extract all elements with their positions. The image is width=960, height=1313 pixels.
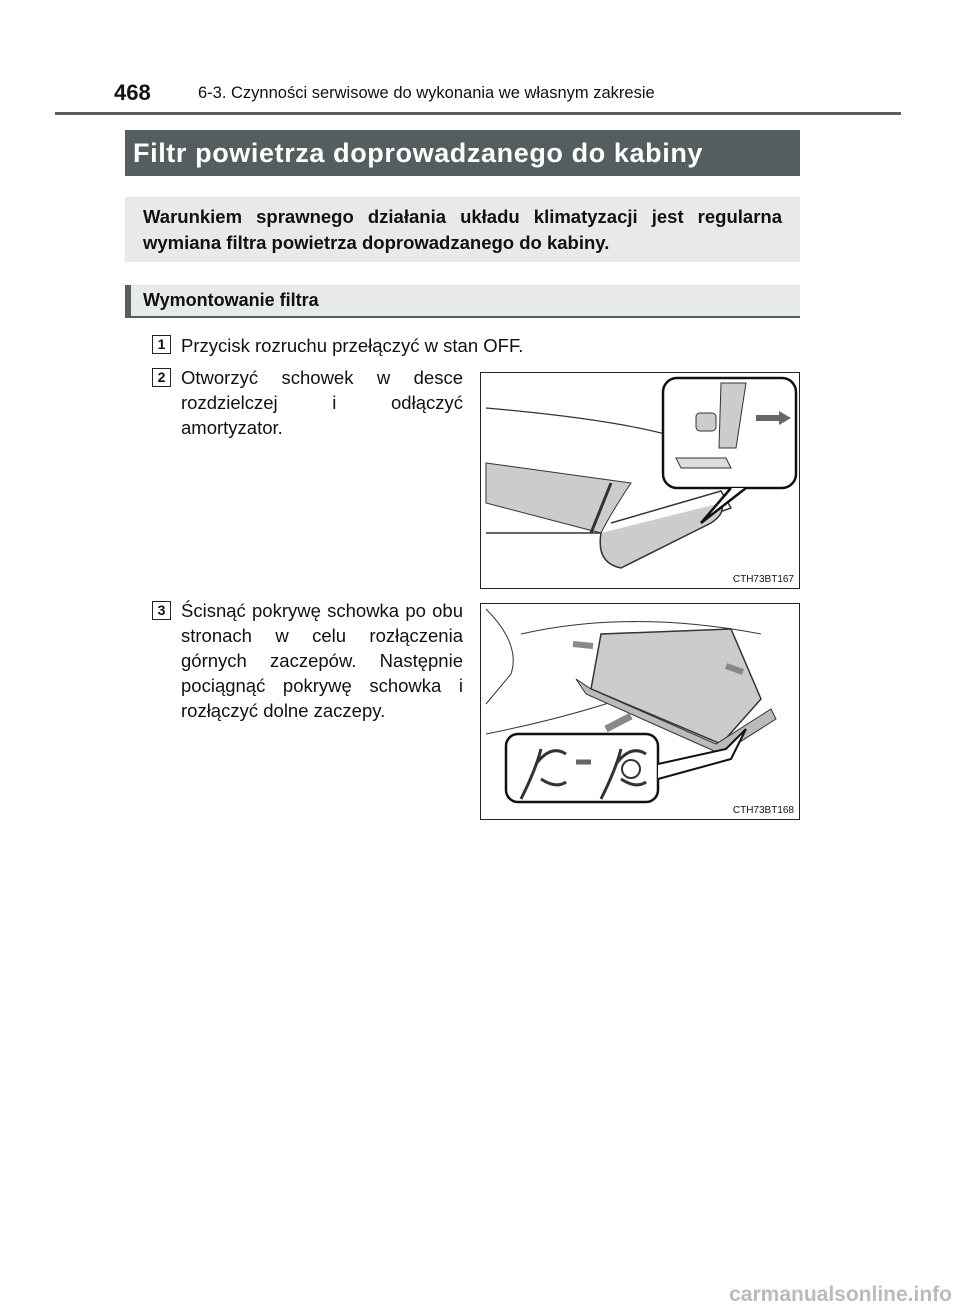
intro-box: Warunkiem sprawnego działania układu klimatyzacji jest regularna wymiana filtra powietrza doprowadzanego do kabiny. bbox=[125, 197, 800, 262]
figure-glovebox-removal bbox=[480, 603, 800, 820]
figure-code: CTH73BT167 bbox=[732, 574, 794, 585]
step-text: Przycisk rozruchu przełączyć w stan OFF. bbox=[181, 335, 524, 356]
running-header: 6-3. Czynności serwisowe do wykonania we własnym zakresie bbox=[198, 84, 655, 102]
header-rule bbox=[55, 112, 901, 115]
glovebox-damper-illustration bbox=[481, 373, 801, 590]
glovebox-removal-illustration bbox=[481, 604, 801, 821]
step-text: Otworzyć schowek w desce rozdzielczej i odłączyć amortyzator. bbox=[181, 367, 463, 438]
page-title: Filtr powietrza doprowadzanego do kabiny bbox=[125, 130, 800, 176]
step-number: 3 bbox=[152, 601, 171, 620]
step-text: Ścisnąć pokrywę schowka po obu stronach w celu rozłączenia górnych zaczepów. Następnie pociągnąć pokrywę schowka i rozłączyć dolne zaczepy. bbox=[181, 600, 463, 721]
figure-glovebox-damper bbox=[480, 372, 800, 589]
step-number: 1 bbox=[152, 335, 171, 354]
step-number: 2 bbox=[152, 368, 171, 387]
section-subheading: Wymontowanie filtra bbox=[125, 285, 800, 318]
figure-code: CTH73BT168 bbox=[732, 805, 794, 816]
page-number: 468 bbox=[114, 80, 151, 105]
watermark: carmanualsonline.info bbox=[729, 1283, 952, 1306]
